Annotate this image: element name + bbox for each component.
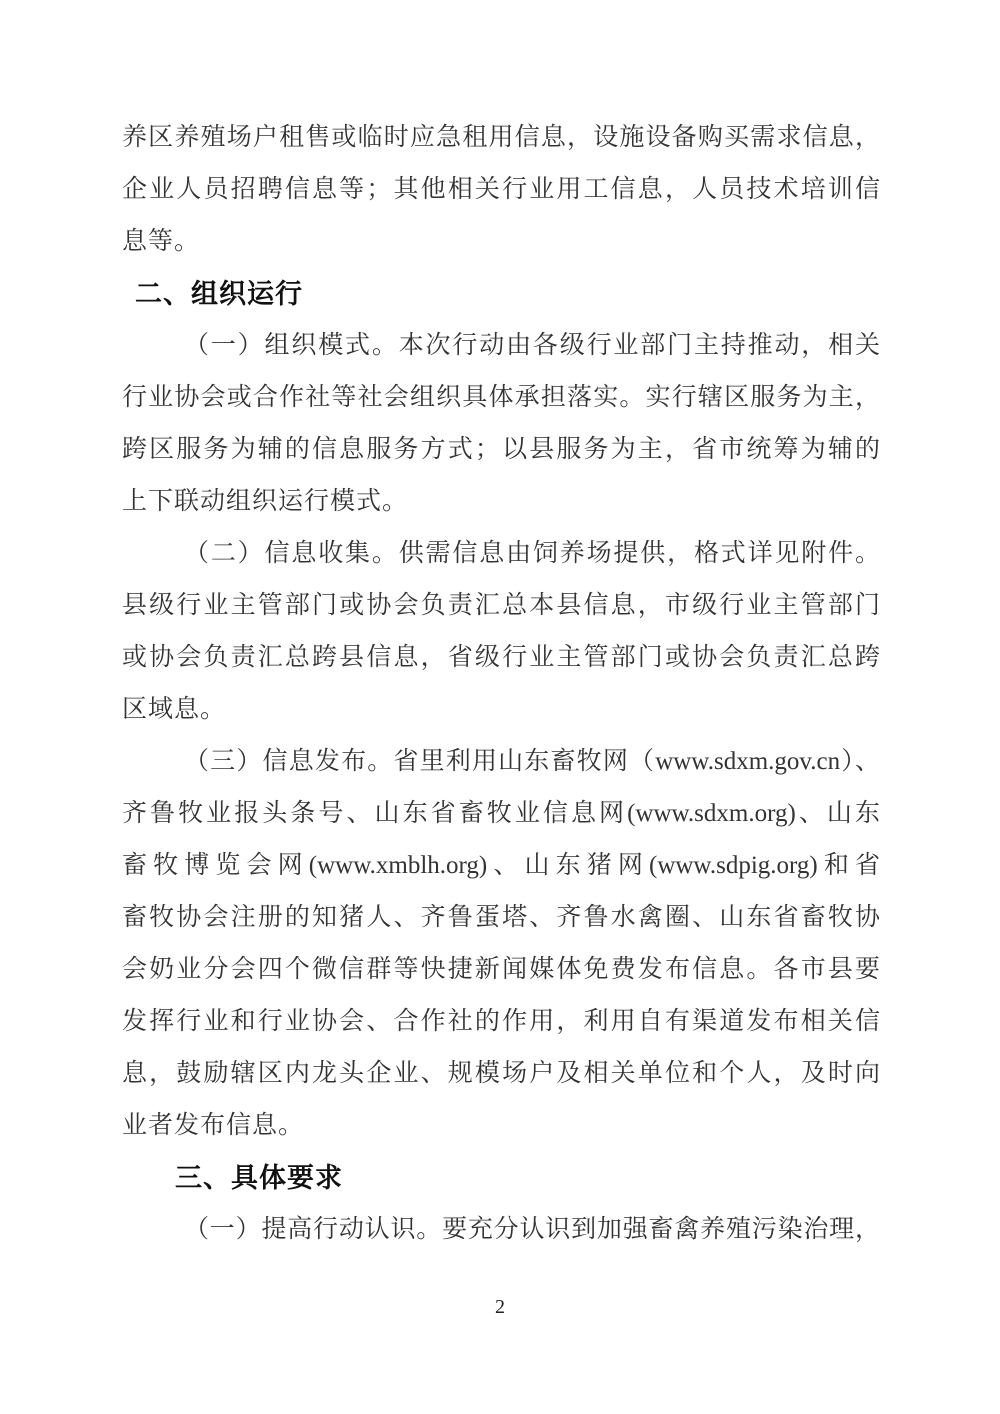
document-line: 畜牧博览会网(www.xmblh.org)、山东猪网(www.sdpig.org)和省 (122, 852, 880, 879)
document-line: 业者发布信息。 (122, 1112, 305, 1139)
document-line: （二）信息收集。供需信息由饲养场提供，格式详见附件。 (184, 540, 880, 567)
document-body (122, 112, 880, 1256)
document-line: 息等。 (122, 228, 201, 255)
section-heading-2: 二、组织运行 (135, 279, 303, 309)
document-line: 会奶业分会四个微信群等快捷新闻媒体免费发布信息。各市县要 (122, 956, 880, 983)
section-heading-3: 三、具体要求 (175, 1163, 343, 1193)
document-line: 息，鼓励辖区内龙头企业、规模场户及相关单位和个人，及时向 (122, 1060, 880, 1087)
document-line: 养区养殖场户租售或临时应急租用信息，设施设备购买需求信息， (122, 124, 880, 151)
document-line: 区域息。 (122, 696, 227, 723)
document-line: （三）信息发布。省里利用山东畜牧网（www.sdxm.gov.cn）、 (184, 748, 880, 775)
page-number: 2 (495, 1296, 505, 1318)
document-line: 行业协会或合作社等社会组织具体承担落实。实行辖区服务为主， (122, 384, 880, 411)
document-line: 跨区服务为辅的信息服务方式；以县服务为主，省市统筹为辅的 (122, 436, 880, 463)
document-line: 县级行业主管部门或协会负责汇总本县信息，市级行业主管部门 (122, 592, 880, 619)
document-line: 齐鲁牧业报头条号、山东省畜牧业信息网(www.sdxm.org)、山东 (122, 800, 880, 827)
document-line: （一）组织模式。本次行动由各级行业部门主持推动，相关 (184, 332, 880, 359)
document-line: 或协会负责汇总跨县信息，省级行业主管部门或协会负责汇总跨 (122, 644, 880, 671)
document-line: 上下联动组织运行模式。 (122, 488, 409, 515)
document-line: 畜牧协会注册的知猪人、齐鲁蛋塔、齐鲁水禽圈、山东省畜牧协 (122, 904, 880, 931)
document-line: 企业人员招聘信息等；其他相关行业用工信息，人员技术培训信 (122, 176, 880, 203)
document-line: 发挥行业和行业协会、合作社的作用，利用自有渠道发布相关信 (122, 1008, 880, 1035)
document-line: （一）提高行动认识。要充分认识到加强畜禽养殖污染治理， (184, 1216, 880, 1243)
